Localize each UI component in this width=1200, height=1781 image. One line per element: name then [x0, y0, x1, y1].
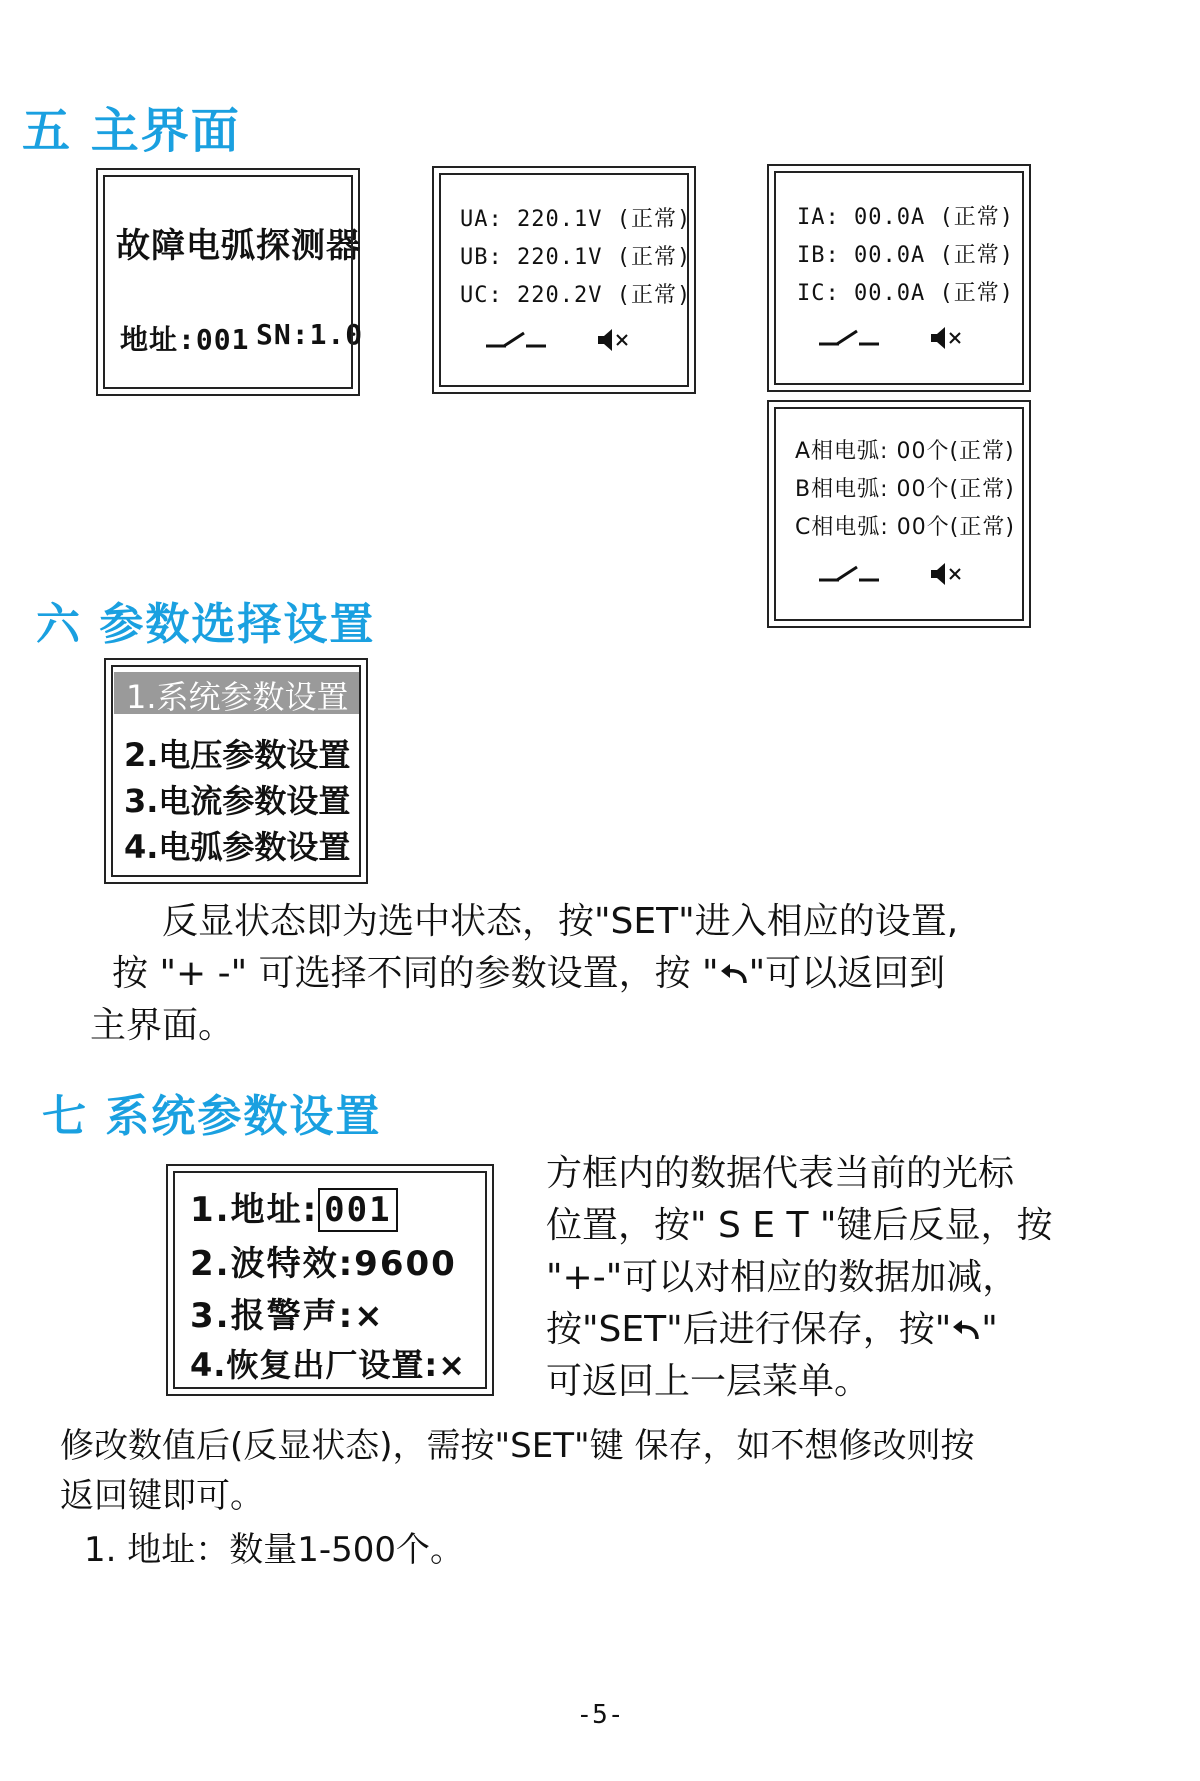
- section-7-right-line-3: "+-"可以对相应的数据加减，: [546, 1257, 1019, 1298]
- screen-address: 地址:001: [120, 323, 250, 356]
- speaker-muted-icon: [929, 324, 963, 352]
- menu-item-system[interactable]: 1.系统参数设置: [126, 678, 349, 716]
- screen-title: 故障电弧探测器: [116, 226, 361, 266]
- voltage-line-a: UA: 220.1V (正常): [460, 207, 692, 232]
- section-7-right-line-1: 方框内的数据代表当前的光标: [546, 1153, 1015, 1194]
- switch-open-icon: [486, 330, 546, 352]
- screen-voltage: [432, 166, 696, 394]
- system-address-label: 1.地址:: [190, 1190, 319, 1230]
- voltage-line-b: UB: 220.1V (正常): [460, 245, 692, 270]
- current-line-b: IB: 00.0A (正常): [797, 243, 1014, 268]
- section-6-text-line-1: 反显状态即为选中状态，按"SET"进入相应的设置,: [162, 901, 959, 942]
- speaker-muted-icon: [596, 326, 630, 354]
- system-address-value[interactable]: 001: [318, 1188, 397, 1232]
- menu-item-arc[interactable]: 4.电弧参数设置: [124, 828, 351, 866]
- section-6-text-line-2b: "可以返回到: [748, 953, 946, 994]
- screen-sn: SN:1.0: [256, 318, 364, 351]
- system-baud-row[interactable]: 2.波特效:9600: [190, 1244, 457, 1284]
- system-reset-row[interactable]: 4.恢复出厂设置:×: [190, 1346, 467, 1384]
- arc-line-c: C相电弧: 00个(正常): [795, 515, 1015, 540]
- section-7-bottom-line-2: 返回键即可。: [60, 1476, 264, 1516]
- section-6-text-line-2a: 按 "+ -" 可选择不同的参数设置，按 ": [112, 953, 719, 994]
- section-5-heading: 五 主界面: [22, 103, 241, 159]
- speaker-muted-icon: [929, 560, 963, 588]
- screen-welcome: [96, 168, 364, 396]
- current-line-a: IA: 00.0A (正常): [797, 205, 1014, 230]
- screen-system-params: [166, 1164, 494, 1396]
- section-7-right-line-4: [546, 1304, 998, 1356]
- voltage-line-c: UC: 220.2V (正常): [460, 283, 692, 308]
- back-arrow-icon: [951, 1319, 981, 1343]
- screen-current: [767, 164, 1031, 392]
- section-6-heading: 六 参数选择设置: [36, 599, 376, 650]
- menu-item-voltage[interactable]: 2.电压参数设置: [124, 736, 351, 774]
- section-6-text-line-2: [112, 948, 945, 1000]
- switch-open-icon: [819, 328, 879, 350]
- section-7-right-line-4a: 按"SET"后进行保存，按": [546, 1309, 952, 1350]
- menu-item-current[interactable]: 3.电流参数设置: [124, 782, 351, 820]
- section-7-right-line-2: 位置，按" S E T "键后反显，按: [546, 1205, 1053, 1246]
- section-7-heading: 七 系统参数设置: [42, 1091, 382, 1142]
- back-arrow-icon: [719, 963, 749, 987]
- arc-line-b: B相电弧: 00个(正常): [795, 477, 1015, 502]
- section-7-right-line-4b: ": [981, 1309, 998, 1350]
- section-7-bottom-line-3: 1. 地址：数量1-500个。: [84, 1530, 465, 1570]
- switch-open-icon: [819, 564, 879, 586]
- current-line-c: IC: 00.0A (正常): [797, 281, 1014, 306]
- system-address-row: [190, 1182, 398, 1231]
- section-7-bottom-line-1: 修改数值后(反显状态)，需按"SET"键 保存，如不想修改则按: [60, 1426, 975, 1466]
- arc-line-a: A相电弧: 00个(正常): [795, 439, 1015, 464]
- screen-param-menu: [104, 658, 368, 884]
- section-6-text-line-3: 主界面。: [90, 1005, 235, 1046]
- page-number: -5-: [576, 1700, 624, 1730]
- screen-arc: [767, 400, 1031, 628]
- section-7-right-line-5: 可返回上一层菜单。: [546, 1361, 871, 1402]
- system-alarm-row[interactable]: 3.报警声:×: [190, 1296, 385, 1336]
